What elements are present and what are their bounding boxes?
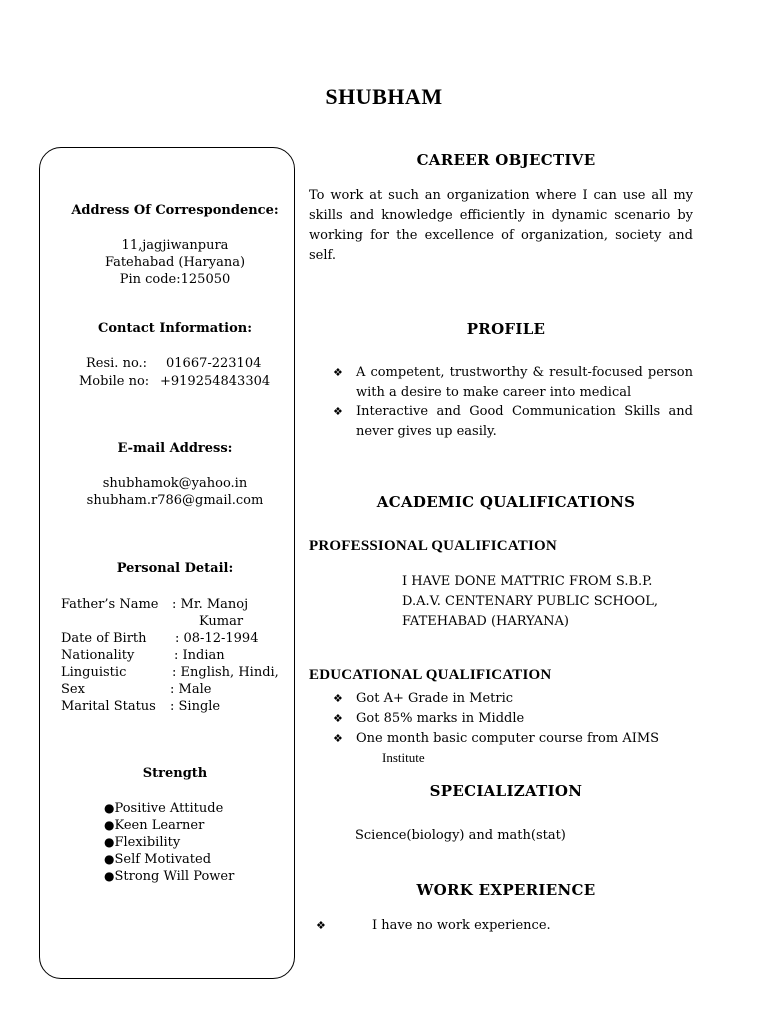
professional-qualification-heading: PROFESSIONAL QUALIFICATION — [309, 538, 557, 554]
strength-item — [104, 800, 223, 817]
strength-text: Flexibility — [114, 835, 181, 850]
personal-value: : Indian — [174, 648, 225, 663]
diamond-bullet-icon: ❖ — [333, 366, 343, 379]
strength-item — [104, 834, 180, 851]
personal-value: : Single — [170, 699, 221, 714]
strength-text: Positive Attitude — [114, 801, 224, 816]
contact-heading: Contact Information: — [97, 321, 253, 336]
diamond-bullet-icon: ❖ — [333, 712, 343, 725]
work-experience-heading: WORK EXPERIENCE — [416, 881, 596, 899]
educational-item: One month basic computer course from AIMS — [356, 731, 660, 746]
diamond-bullet-icon: ❖ — [333, 692, 343, 705]
email-address[interactable]: shubhamok@yahoo.in — [102, 476, 248, 491]
profile-heading: PROFILE — [466, 320, 546, 338]
email-block — [39, 475, 311, 509]
mobile-value: +919254843304 — [160, 374, 271, 389]
strength-text: Keen Learner — [114, 818, 205, 833]
strength-item — [104, 868, 234, 885]
address-line: 11,jagjiwanpura — [121, 238, 229, 253]
address-line: Pin code:125050 — [119, 272, 231, 287]
personal-label: Linguistic — [61, 665, 127, 680]
bullet-dot-icon: ● — [104, 852, 115, 866]
personal-label: Sex — [61, 682, 85, 697]
academic-heading: ACADEMIC QUALIFICATIONS — [376, 493, 636, 511]
strength-text: Strong Will Power — [114, 869, 235, 884]
profile-item: A competent, trustworthy & result-focused person with a desire to make career into medical — [356, 365, 693, 400]
educational-item: Got A+ Grade in Metric — [356, 691, 514, 706]
email-address[interactable]: shubham.r786@gmail.com — [86, 493, 264, 508]
diamond-bullet-icon: ❖ — [316, 919, 326, 932]
personal-label: Date of Birth — [61, 631, 147, 646]
educational-item-continuation: Institute — [382, 750, 425, 765]
career-objective-text: To work at such an organization where I can use all my skills and knowledge efficiently in dynamic scenario by working for the excellence of organization, society and self. — [309, 188, 693, 263]
strength-text: Self Motivated — [114, 852, 212, 867]
bullet-dot-icon: ● — [104, 801, 115, 815]
specialization-text: Science(biology) and math(stat) — [355, 828, 566, 843]
resi-value: 01667-223104 — [166, 356, 262, 371]
personal-label: Nationality — [61, 648, 135, 663]
profile-item: Interactive and Good Communication Skills and never gives up easily. — [356, 404, 693, 439]
professional-qualification-text: I HAVE DONE MATTRIC FROM S.B.P. D.A.V. CENTENARY PUBLIC SCHOOL, FATEHABAD (HARYANA) — [402, 574, 658, 629]
address-block — [39, 237, 311, 288]
strength-heading: Strength — [142, 766, 208, 781]
bullet-dot-icon: ● — [104, 835, 115, 849]
resi-label: Resi. no.: — [86, 356, 148, 371]
address-heading: Address Of Correspondence: — [71, 203, 279, 218]
personal-heading: Personal Detail: — [116, 561, 234, 576]
educational-qualification-heading: EDUCATIONAL QUALIFICATION — [309, 667, 552, 683]
specialization-heading: SPECIALIZATION — [429, 782, 583, 800]
strength-item — [104, 817, 204, 834]
bullet-dot-icon: ● — [104, 869, 115, 883]
work-experience-text: I have no work experience. — [372, 918, 551, 933]
mobile-label: Mobile no: — [79, 374, 150, 389]
educational-item: Got 85% marks in Middle — [356, 711, 525, 726]
diamond-bullet-icon: ❖ — [333, 405, 343, 418]
personal-label: Father’s Name — [61, 597, 159, 612]
diamond-bullet-icon: ❖ — [333, 732, 343, 745]
personal-value: : English, Hindi, — [172, 665, 279, 680]
address-line: Fatehabad (Haryana) — [104, 255, 246, 270]
personal-label: Marital Status — [61, 699, 156, 714]
personal-value: : 08-12-1994 — [175, 631, 259, 646]
strength-item — [104, 851, 211, 868]
personal-value: : Mr. Manoj — [172, 597, 249, 612]
bullet-dot-icon: ● — [104, 818, 115, 832]
resume-name: SHUBHAM — [325, 84, 443, 109]
email-heading: E-mail Address: — [117, 441, 233, 456]
career-objective-heading: CAREER OBJECTIVE — [416, 151, 596, 169]
personal-value: Kumar — [199, 614, 244, 629]
personal-value: : Male — [170, 682, 212, 697]
